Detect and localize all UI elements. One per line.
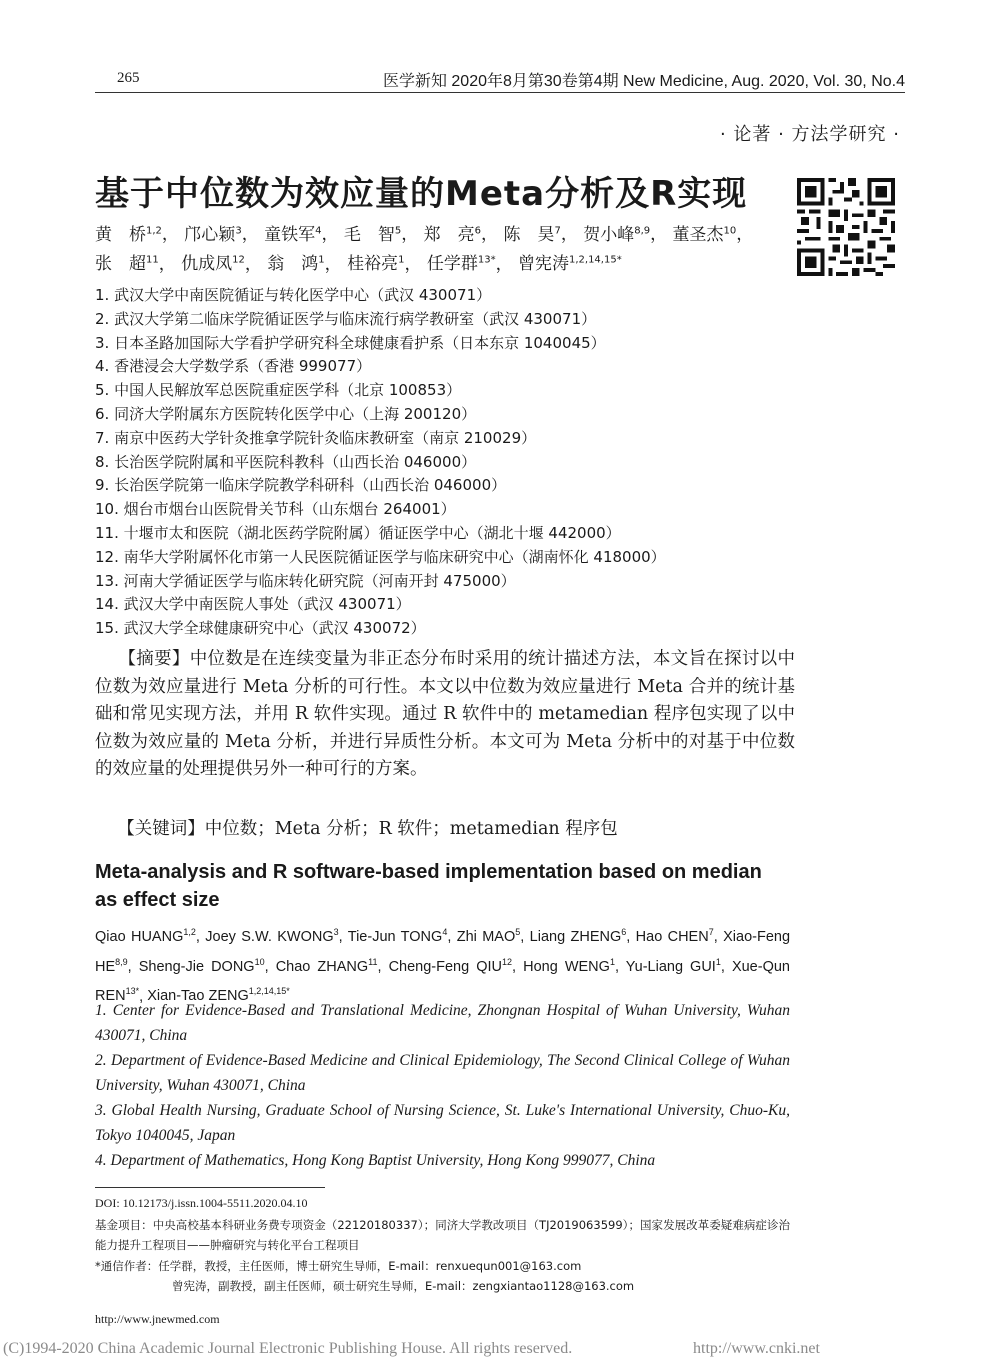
- journal-citation: 医学新知 2020年8月第30卷第4期 New Medicine, Aug. 2020, Vol. 30, No.4: [382, 73, 905, 90]
- author-cn: 童铁军$^4$: [264, 224, 322, 245]
- affiliation-cn: 15. 武汉大学全球健康研究中心（武汉 430072）: [95, 619, 426, 638]
- author-cn: 董圣杰$^{10}$: [672, 224, 737, 245]
- doi[interactable]: DOI: 10.12173/j.issn.1004-5511.2020.04.10: [95, 1196, 308, 1210]
- abstract: [95, 646, 795, 784]
- corresponding-author-2: 曾宪涛，副教授，副主任医师，硕士研究生导师，E-mail：zengxiantao1128@163.com: [172, 1279, 635, 1293]
- keywords-label: 【关键词】: [117, 819, 205, 839]
- affiliation-cn: 1. 武汉大学中南医院循证与转化医学中心（武汉 430071）: [95, 286, 492, 304]
- author-en: Tie-Jun TONG$^4$: [347, 927, 448, 945]
- affiliation-cn: 5. 中国人民解放军总医院重症医学科（北京 100853）: [95, 381, 462, 400]
- author-en: Liang ZHENG$^6$: [529, 927, 627, 945]
- title-en: Meta-analysis and R software-based implementation based on median as effect size: [95, 861, 762, 911]
- author-cn: 黄 桥$^{1,2}$: [95, 224, 162, 245]
- affiliation-cn: 10. 烟台市烟台山医院骨关节科（山东烟台 264001）: [95, 500, 456, 519]
- abstract-label: 【摘要】: [118, 649, 190, 669]
- affiliations-en: [95, 998, 790, 1173]
- author-en: Qiao HUANG$^{1,2}$: [95, 927, 196, 945]
- author-cn: 毛 智$^5$: [343, 224, 402, 245]
- author-cn: 翁 鸿$^1$: [267, 254, 325, 275]
- running-header: [95, 68, 905, 90]
- keywords: [95, 816, 795, 843]
- author-en: Joey S.W. KWONG$^3$: [205, 927, 339, 945]
- corresponding-author-1: *通信作者：任学群，教授，主任医师，博士研究生导师，E-mail：renxuequn001@163.com: [95, 1259, 582, 1273]
- author-cn: 任学群$^{13*}$: [426, 254, 496, 275]
- author-en: Hong WENG$^1$: [523, 956, 615, 975]
- affiliation-en: 3. Global Health Nursing, Graduate School of Nursing Science, St. Luke's International University, Chuo-Ku, Tokyo 1040045, Japan: [95, 1102, 790, 1144]
- qr-code-icon: [797, 178, 895, 276]
- journal-website-link[interactable]: http://www.jnewmed.com: [95, 1312, 220, 1326]
- author-cn: 张 超$^{11}$: [95, 254, 159, 275]
- copyright-watermark: [3, 1340, 820, 1358]
- author-en: Yu-Liang GUI$^1$: [625, 956, 721, 975]
- author-en: Hao CHEN$^7$: [635, 927, 714, 945]
- author-cn: 仇成凤$^{12}$: [181, 254, 245, 275]
- author-en: Zhi MAO$^5$: [456, 927, 521, 945]
- affiliation-cn: 8. 长治医学院附属和平医院科教科（山西长治 046000）: [95, 452, 477, 471]
- funding-note: 基金项目：中央高校基本科研业务费专项资金（22120180337）；同济大学教改项目（TJ2019063599）；国家发展改革委疑难病症诊治能力提升工程项目——肿瘤研究与转化平台工程项目: [95, 1218, 790, 1252]
- affiliation-cn: 12. 南华大学附属怀化市第一人民医院循证医学与临床研究中心（湖南怀化 418000）: [95, 547, 666, 566]
- author-en: Xiao-Feng HE$^{8,9}$: [95, 928, 791, 975]
- page-number: 265: [117, 70, 140, 86]
- affiliation-cn: 14. 武汉大学中南医院人事处（武汉 430071）: [95, 595, 411, 614]
- affiliation-en: 4. Department of Mathematics, Hong Kong Baptist University, Hong Kong 999077, China: [95, 1152, 656, 1169]
- author-en: Xian-Tao $ZENG^{1,2,14,15*}$: [147, 986, 290, 1005]
- page-title: 基于中位数为效应量的Meta分析及R实现: [95, 174, 748, 214]
- abstract-text: 中位数是在连续变量为非正态分布时采用的统计描述方法，本文旨在探讨以中位数为效应量进行 Meta 分析的可行性。本文以中位数为效应量进行 Meta 合并的统计基础和常见实现方法，并用 R 软件实现。通过 R 软件中的 metamedian 程序包实现了以中位数为效应量的 Meta 分析，并进行异质性分析。本文可为 Meta 分析中的对基于中位数的效应量的处理提供另外一种可行的方案。: [95, 649, 795, 779]
- affiliation-en: 1. Center for Evidence-Based and Translational Medicine, Zhongnan Hospital of Wuhan University, Wuhan 430071, China: [95, 1002, 790, 1044]
- keywords-text: 中位数；Meta 分析；R 软件；metamedian 程序包: [204, 819, 618, 839]
- author-cn: 陈 昊$^7$: [503, 224, 561, 245]
- affiliation-cn: 13. 河南大学循证医学与临床转化研究院（河南开封 475000）: [95, 571, 516, 590]
- author-cn: 贺小峰$^{8,9}$: [583, 224, 651, 245]
- affiliation-cn: 4. 香港浸会大学数学系（香港 999077）: [95, 357, 372, 376]
- author-cn: 郑 亮$^6$: [423, 224, 482, 245]
- authors-cn: 黄 桥$^{1,2}$， 邝心颖$^3$， 童铁军$^4$， 毛 智$^5$， 郑 亮$^6$， 陈 昊$^7$， 贺小峰$^{8,9}$， 董圣杰$^{10}$， 张 超$^{11}$， 仇成凤$^{12}$， 翁 鸿$^1$， 桂裕亮$^1$， 任学群$^{13*}$， 曾宪涛$^{1,2,14,15*}$: [95, 224, 754, 275]
- header-divider: [95, 92, 905, 93]
- affiliation-cn: 11. 十堰市太和医院（湖北医药学院附属）循证医学中心（湖北十堰 442000）: [95, 523, 621, 542]
- affiliation-en: 2. Department of Evidence-Based Medicine and Clinical Epidemiology, The Second Clinical College of Wuhan University, Wuhan 430071, China: [95, 1052, 790, 1094]
- affiliation-cn: 2. 武汉大学第二临床学院循证医学与临床流行病学教研室（武汉 430071）: [95, 309, 597, 328]
- author-cn: 邝心颖$^3$: [184, 224, 242, 245]
- author-cn: 桂裕亮$^1$: [347, 254, 405, 275]
- affiliations-cn: [95, 284, 795, 641]
- corresponding-authors: [95, 1256, 634, 1296]
- author-en: Cheng-Feng QIU$^{12}$: [388, 956, 513, 975]
- affiliation-cn: 9. 长治医学院第一临床学院教学科研科（山西长治 046000）: [95, 476, 507, 495]
- cnki-link[interactable]: http://www.cnki.net: [693, 1340, 820, 1357]
- author-en: Chao ZHANG$^{11}$: [275, 956, 378, 975]
- author-cn: 曾宪涛$^{1,2,14,15*}$: [517, 254, 622, 275]
- affiliation-cn: 7. 南京中医药大学针灸推拿学院针灸临床教研室（南京 210029）: [95, 428, 537, 447]
- authors-en: Qiao HUANG$^{1,2}$, Joey S.W. KWONG$^3$, Tie-Jun TONG$^4$, Zhi MAO$^5$, Liang ZHENG$^6$, Hao CHEN$^7$, Xiao-Feng HE$^{8,9}$, Sheng-Jie DONG$^{10}$, Chao ZHANG$^{11}$, Cheng-Feng QIU$^{12}$, Hong WENG$^1$, Yu-Liang GUI$^1$, Xue-Qun $REN^{13*}$, Xian-Tao $ZENG^{1,2,14,15*}$: [95, 927, 791, 1005]
- affiliation-cn: 3. 日本圣路加国际大学看护学研究科全球健康看护系（日本东京 1040045）: [95, 333, 606, 352]
- copyright-text: (C)1994-2020 China Academic Journal Electronic Publishing House. All rights reserved.: [3, 1340, 573, 1357]
- author-en: Xue-Qun $REN^{13*}$: [95, 958, 790, 1005]
- footnote-divider: [95, 1187, 325, 1188]
- affiliation-cn: 6. 同济大学附属东方医院转化医学中心（上海 200120）: [95, 404, 477, 423]
- author-en: Sheng-Jie DONG$^{10}$: [138, 956, 265, 975]
- section-label: · 论著 · 方法学研究 ·: [719, 124, 900, 145]
